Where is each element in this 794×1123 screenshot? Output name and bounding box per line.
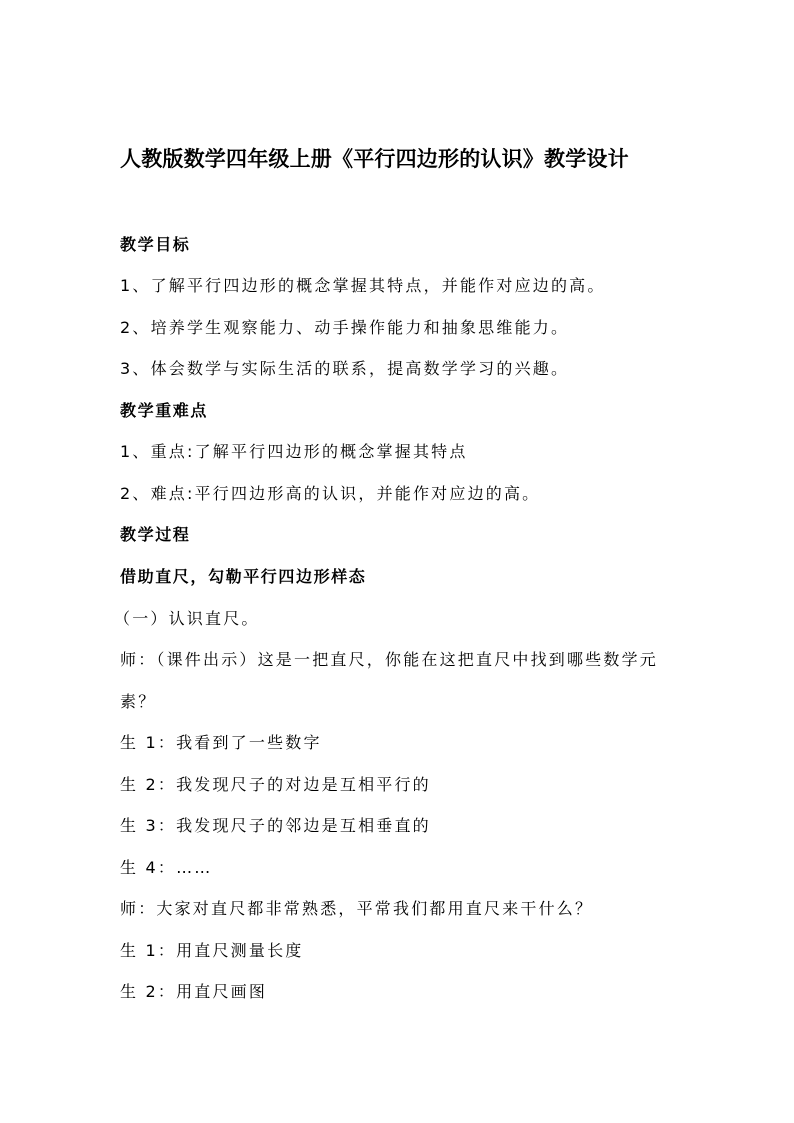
document-title: 人教版数学四年级上册《平行四边形的认识》教学设计 bbox=[120, 146, 629, 171]
process-heading: 教学过程 bbox=[120, 525, 191, 544]
objective-item-2: 2、培养学生观察能力、动手操作能力和抽象思维能力。 bbox=[120, 318, 570, 337]
dialogue-line-8: 生 1：用直尺测量长度 bbox=[120, 941, 304, 960]
subsection-heading: （一）认识直尺。 bbox=[114, 609, 260, 628]
objectives-heading: 教学目标 bbox=[120, 235, 191, 254]
objective-item-3: 3、体会数学与实际生活的联系，提高数学学习的兴趣。 bbox=[120, 359, 570, 378]
keypoint-item-2: 2、难点:平行四边形高的认识，并能作对应边的高。 bbox=[120, 484, 541, 503]
dialogue-line-2: 素？ bbox=[120, 692, 157, 711]
dialogue-line-7: 师：大家对直尺都非常熟悉，平常我们都用直尺来干什么？ bbox=[120, 899, 594, 918]
dialogue-line-6: 生 4：…… bbox=[120, 858, 213, 877]
dialogue-line-1: 师：（课件出示）这是一把直尺，你能在这把直尺中找到哪些数学元 bbox=[120, 650, 659, 669]
keypoints-heading: 教学重难点 bbox=[120, 401, 209, 420]
keypoint-item-1: 1、重点:了解平行四边形的概念掌握其特点 bbox=[120, 442, 468, 461]
dialogue-line-3: 生 1：我看到了一些数字 bbox=[120, 733, 322, 752]
objective-item-1: 1、了解平行四边形的概念掌握其特点，并能作对应边的高。 bbox=[120, 276, 606, 295]
dialogue-line-5: 生 3：我发现尺子的邻边是互相垂直的 bbox=[120, 816, 431, 835]
section-heading: 借助直尺，勾勒平行四边形样态 bbox=[120, 567, 367, 586]
dialogue-line-9: 生 2：用直尺画图 bbox=[120, 982, 268, 1001]
dialogue-line-4: 生 2：我发现尺子的对边是互相平行的 bbox=[120, 775, 431, 794]
